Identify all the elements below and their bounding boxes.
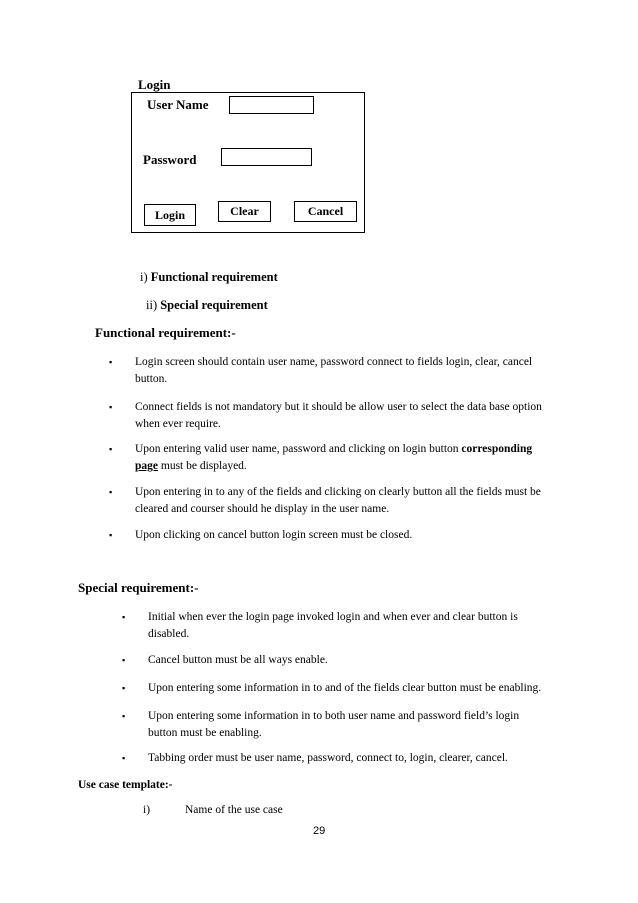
requirement-item-1 — [140, 270, 278, 285]
username-input[interactable] — [229, 96, 314, 114]
bullet-icon: ▪ — [109, 444, 113, 454]
list-item: Upon entering some information in to both user name and password field’s login button must be enabling. — [148, 710, 520, 739]
list-item: Login screen should contain user name, password connect to fields login, clear, cancel button. — [135, 356, 533, 385]
requirement-label: Special requirement — [160, 298, 268, 312]
cancel-button[interactable]: Cancel — [294, 201, 357, 222]
login-button[interactable]: Login — [144, 204, 196, 226]
requirement-number: i) — [140, 270, 148, 284]
password-input[interactable] — [221, 148, 312, 166]
special-heading: Special requirement:- — [78, 580, 199, 595]
bullet-icon: ▪ — [122, 612, 126, 622]
requirement-label: Functional requirement — [150, 270, 278, 284]
list-item: Tabbing order must be user name, password, connect to, login, clearer, cancel. — [148, 752, 508, 764]
list-item: Upon clicking on cancel button login screen must be closed. — [135, 529, 413, 541]
list-item: Upon entering in to any of the fields and clicking on clearly button all the fields must be cleared and courser should he display in the user name. — [135, 486, 541, 515]
list-item: Connect fields is not mandatory but it should be allow user to select the data base option when ever require. — [135, 401, 542, 430]
use-case-item-label: Name of the use case — [185, 804, 283, 816]
list-item: Upon entering valid user name, password and clicking on login button corresponding page must be displayed. — [135, 443, 533, 472]
use-case-item-number: i) — [143, 804, 151, 816]
login-window — [131, 92, 365, 233]
bullet-icon: ▪ — [122, 753, 126, 763]
list-item: Initial when ever the login page invoked login and when ever and clear button is disabled. — [148, 611, 518, 640]
list-item: Cancel button must be all ways enable. — [148, 654, 328, 666]
clear-button[interactable]: Clear — [218, 201, 271, 222]
list-item: Upon entering some information in to and of the fields clear button must be enabling. — [148, 682, 542, 694]
bullet-icon: ▪ — [109, 487, 113, 497]
bullet-icon: ▪ — [109, 357, 113, 367]
bullet-icon: ▪ — [109, 402, 113, 412]
use-case-heading: Use case template:- — [78, 779, 173, 791]
bullet-icon: ▪ — [122, 655, 126, 665]
bullet-icon: ▪ — [122, 683, 126, 693]
page-number: 29 — [313, 825, 326, 837]
bullet-icon: ▪ — [109, 530, 113, 540]
username-label: User Name — [147, 97, 209, 112]
password-label: Password — [143, 152, 197, 167]
requirement-number: ii) — [146, 298, 158, 312]
login-window-title: Login — [138, 77, 171, 92]
functional-heading: Functional requirement:- — [95, 325, 236, 340]
requirement-item-2 — [146, 298, 268, 313]
bullet-icon: ▪ — [122, 711, 126, 721]
